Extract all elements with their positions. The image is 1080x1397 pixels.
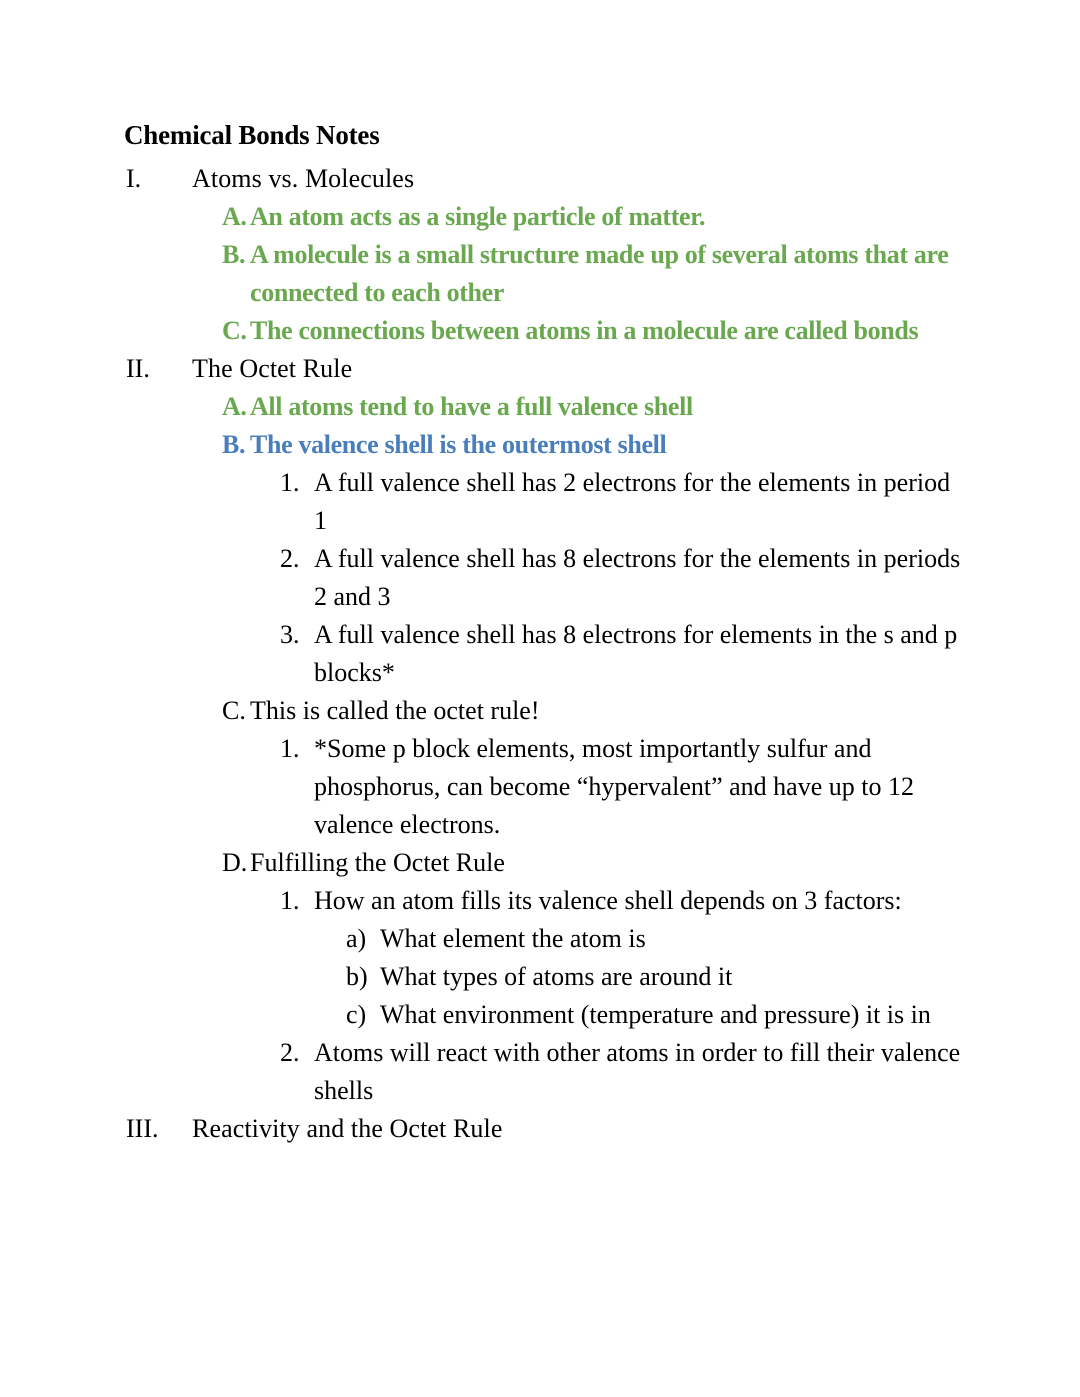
outline-item <box>0 312 1080 350</box>
outline-item-text: A molecule is a small structure made up of several atoms that are connected to each other <box>250 240 949 307</box>
outline-item <box>0 882 1080 920</box>
outline-item <box>0 1110 1080 1148</box>
outline-item <box>0 236 1080 312</box>
outline-item-marker: A. <box>222 202 247 231</box>
outline-item-marker: 1. <box>280 468 300 497</box>
outline-item-text: An atom acts as a single particle of matter. <box>250 202 706 231</box>
outline-item-marker: III. <box>126 1114 159 1143</box>
outline-item <box>0 388 1080 426</box>
outline-item <box>0 540 1080 616</box>
outline-item-marker: C. <box>222 316 247 345</box>
outline-item <box>0 1034 1080 1110</box>
outline-item-text: How an atom fills its valence shell depends on 3 factors: <box>314 886 902 915</box>
outline-item-text: The valence shell is the outermost shell <box>250 430 667 459</box>
outline-item <box>0 996 1080 1034</box>
outline-item-text: What types of atoms are around it <box>380 962 733 991</box>
outline-item-text: What environment (temperature and pressure) it is in <box>380 1000 931 1029</box>
outline-item <box>0 426 1080 464</box>
outline-item-text: What element the atom is <box>380 924 646 953</box>
outline-item-marker: c) <box>346 1000 367 1029</box>
outline-item-marker: B. <box>222 430 246 459</box>
outline-item-marker: D. <box>222 848 248 877</box>
outline-item-marker: a) <box>346 924 367 953</box>
page-title: Chemical Bonds Notes <box>124 120 380 150</box>
outline-item <box>0 160 1080 198</box>
outline-item-text: The connections between atoms in a molecule are called bonds <box>250 316 919 345</box>
outline-item-text: This is called the octet rule! <box>250 696 540 725</box>
outline-item <box>0 844 1080 882</box>
outline-list <box>0 160 1080 1148</box>
outline-item-marker: 1. <box>280 734 300 763</box>
outline-item-text: A full valence shell has 8 electrons for the elements in periods 2 and 3 <box>314 544 961 611</box>
outline-item-text: Reactivity and the Octet Rule <box>192 1114 503 1143</box>
outline-item-text: All atoms tend to have a full valence shell <box>250 392 693 421</box>
outline-item <box>0 464 1080 540</box>
outline-item-marker: 1. <box>280 886 300 915</box>
outline-item-text: *Some p block elements, most importantly sulfur and phosphorus, can become “hypervalent” and have up to 12 valence electrons. <box>314 734 914 839</box>
outline-item <box>0 920 1080 958</box>
outline-item <box>0 730 1080 844</box>
outline-item <box>0 350 1080 388</box>
outline-item-text: Fulfilling the Octet Rule <box>250 848 505 877</box>
outline-item-marker: 3. <box>280 620 300 649</box>
outline-item-text: A full valence shell has 2 electrons for the elements in period 1 <box>314 468 951 535</box>
outline-item <box>0 616 1080 692</box>
outline-item-marker: 2. <box>280 1038 300 1067</box>
outline-item <box>0 958 1080 996</box>
outline-item-marker: b) <box>346 962 368 991</box>
outline-item-text: Atoms vs. Molecules <box>192 164 415 193</box>
outline-item-marker: II. <box>126 354 150 383</box>
outline-item-marker: B. <box>222 240 246 269</box>
outline-item <box>0 198 1080 236</box>
outline-item-marker: I. <box>126 164 142 193</box>
outline-item-text: A full valence shell has 8 electrons for elements in the s and p blocks* <box>314 620 958 687</box>
outline-item-marker: A. <box>222 392 247 421</box>
outline-item <box>0 692 1080 730</box>
outline-item-marker: 2. <box>280 544 300 573</box>
outline-item-text: Atoms will react with other atoms in order to fill their valence shells <box>314 1038 961 1105</box>
outline-item-marker: C. <box>222 696 246 725</box>
outline-item-text: The Octet Rule <box>192 354 353 383</box>
